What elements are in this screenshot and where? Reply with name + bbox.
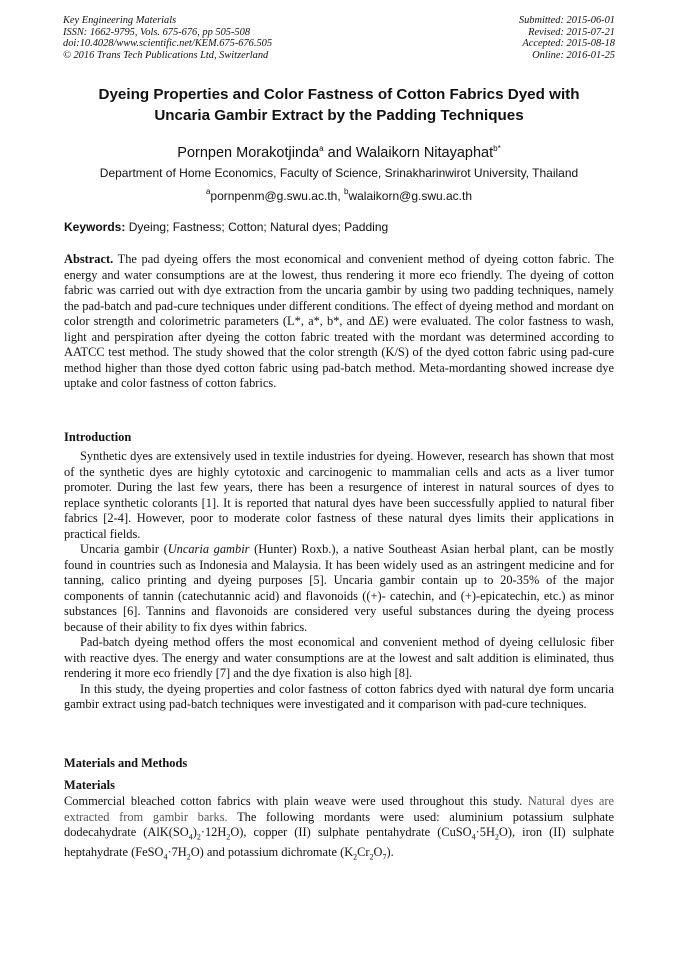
introduction-heading: Introduction bbox=[64, 430, 132, 444]
materials-text: ) bbox=[192, 825, 197, 839]
email-a: pornpenm@g.swu.ac.th, bbox=[210, 189, 344, 203]
materials-text: Commercial bleached cotton fabrics with plain weave were used throughout this study. bbox=[64, 794, 528, 808]
author-emails bbox=[64, 185, 614, 203]
materials-methods-heading: Materials and Methods bbox=[64, 756, 188, 770]
abstract bbox=[64, 252, 614, 392]
materials-text: ). bbox=[386, 844, 394, 859]
author-1: Pornpen Morakotjinda bbox=[177, 145, 320, 161]
paper-title bbox=[64, 84, 614, 126]
subscript: 2 bbox=[186, 852, 191, 862]
author-and: and bbox=[323, 145, 356, 161]
materials-subheading: Materials bbox=[64, 778, 115, 792]
intro-paragraph-4: In this study, the dyeing properties and color fastness of cotton fabrics dyed with natural dye form uncaria gambir extract using pad-batch techniques were investigated and it comparison with pad-cure techniques. bbox=[64, 681, 614, 711]
materials-text: Cr bbox=[357, 844, 370, 859]
date-accepted: Accepted: 2015-08-18 bbox=[522, 38, 615, 50]
subscript: 4 bbox=[163, 852, 168, 862]
subscript: 2 bbox=[494, 832, 499, 842]
intro-p2-start: Uncaria gambir ( bbox=[80, 542, 168, 556]
journal-copyright: © 2016 Trans Tech Publications Ltd, Switzerland bbox=[63, 49, 269, 61]
date-online: Online: 2016-01-25 bbox=[532, 49, 615, 61]
keywords-text: Dyeing; Fastness; Cotton; Natural dyes; Padding bbox=[125, 220, 389, 234]
subscript: 2 bbox=[196, 832, 201, 842]
intro-p2-species: Uncaria gambir bbox=[167, 542, 250, 556]
materials-text: ·7H bbox=[167, 844, 187, 859]
journal-name: Key Engineering Materials bbox=[63, 15, 177, 26]
materials-text: The following mordants were used: aluminium potassium sulphate dodecahydrate (AlK(SO bbox=[64, 809, 614, 839]
email-a-marker: a bbox=[205, 187, 211, 196]
author-1-affil: a bbox=[319, 144, 324, 153]
journal-issn: ISSN: 1662-9795, Vols. 675-676, pp 505-508 bbox=[63, 26, 251, 38]
materials-text: O), iron (II) sulphate heptahydrate (FeSO bbox=[64, 825, 614, 859]
materials-text: O) and potassium dichromate (K bbox=[190, 844, 354, 859]
materials-paragraph-1 bbox=[64, 794, 614, 865]
materials-text: ·12H bbox=[200, 825, 227, 839]
subscript: 7 bbox=[382, 852, 387, 862]
email-b: walaikorn@g.swu.ac.th bbox=[348, 189, 473, 203]
materials-text: O), copper (II) sulphate pentahydrate (CuSO bbox=[230, 825, 472, 839]
journal-doi: doi:10.4028/www.scientific.net/KEM.675-676.505 bbox=[63, 38, 273, 50]
title-line-2: Uncaria Gambir Extract by the Padding Techniques bbox=[154, 107, 524, 124]
abstract-label: Abstract. bbox=[64, 252, 114, 266]
submission-dates bbox=[519, 15, 615, 61]
materials-text: O bbox=[373, 844, 383, 859]
title-line-1: Dyeing Properties and Color Fastness of Cotton Fabrics Dyed with bbox=[98, 86, 580, 103]
affiliation: Department of Home Economics, Faculty of Science, Srinakharinwirot University, Thailand bbox=[99, 166, 579, 180]
email-b-marker: b bbox=[344, 187, 349, 196]
subscript: 2 bbox=[369, 852, 374, 862]
materials-body bbox=[64, 794, 614, 865]
author-list bbox=[64, 140, 614, 162]
keywords-label: Keywords: bbox=[64, 220, 126, 234]
keywords bbox=[64, 220, 614, 234]
subscript: 4 bbox=[188, 832, 193, 842]
subscript: 2 bbox=[353, 852, 358, 862]
abstract-text: The pad dyeing offers the most economical and convenient method of dyeing cotton fabric. The energy and water consumptions are at the lowest, thus rendering it more eco friendly. The dyeing of cotton fabric was carried out with dye extraction from the uncaria gambir by using two padding techniques, namely the pad-batch and pad-cure techniques under different conditions. The effect of dyeing method and mordant on color strength and colorimetric parameters (L*, a*, b*, and ΔE) were evaluated. The color fastness to wash, light and perspiration after dyeing the cotton fabric treated with the mordant was determined according to AATCC test method. The study showed that the color strength (K/S) of the dyed cotton fabric using pad-cure method higher than those dyed cotton fabric using pad-batch method. Meta-mordanting showed increase dye uptake and color fastness of cotton fabrics. bbox=[64, 252, 614, 390]
materials-text-highlight: Natural dyes are extracted from gambir barks. bbox=[64, 794, 615, 824]
date-submitted: Submitted: 2015-06-01 bbox=[518, 15, 615, 26]
materials-text: ·5H bbox=[475, 825, 495, 839]
subscript: 4 bbox=[471, 832, 476, 842]
date-revised: Revised: 2015-07-21 bbox=[528, 26, 615, 38]
intro-paragraph-1: Synthetic dyes are extensively used in textile industries for dyeing. However, research has shown that most of the synthetic dyes are highly cytotoxic and carcinogenic to mammalian cells and acts as a liver tumor promoter. During the last few years, there has been a resurgence of interest in natural sources of dyes to replace synthetic colorants [1]. It is reported that natural dyes have been successfully applied to natural fiber fabrics [2-4]. However, poor to moderate color fastness of these natural dyes limits their applications in practical fields. bbox=[64, 449, 614, 541]
intro-paragraph-2 bbox=[64, 542, 614, 635]
author-2-affil: b* bbox=[493, 144, 501, 153]
author-2: Walaikorn Nitayaphat bbox=[355, 145, 494, 161]
intro-p2-rest: (Hunter) Roxb.), a native Southeast Asian herbal plant, can be mostly found in countries such as Indonesia and Malaysia. It has been widely used as an astringent medicine and for tanning, calico printing and dyeing purposes [5]. Uncaria gambir contain up to 20-35% of the major components of tannin (catechutannic acid) and flavonoids ((+)- catechin, and (+)-epicatechin, etc.) as minor substances [6]. Tannins and flavonoids are considered very useful substances during the dyeing process because of their ability to fix dyes within fabrics. bbox=[64, 542, 614, 634]
subscript: 2 bbox=[226, 832, 231, 842]
journal-info bbox=[63, 15, 272, 61]
introduction-body bbox=[64, 449, 614, 713]
intro-paragraph-3: Pad-batch dyeing method offers the most economical and convenient method of dyeing cellulosic fiber with reactive dyes. The energy and water consumptions are at the lowest and salt addition is eliminated, thus rendering it more eco friendly [7] and the dye fixation is also high [8]. bbox=[64, 635, 614, 680]
